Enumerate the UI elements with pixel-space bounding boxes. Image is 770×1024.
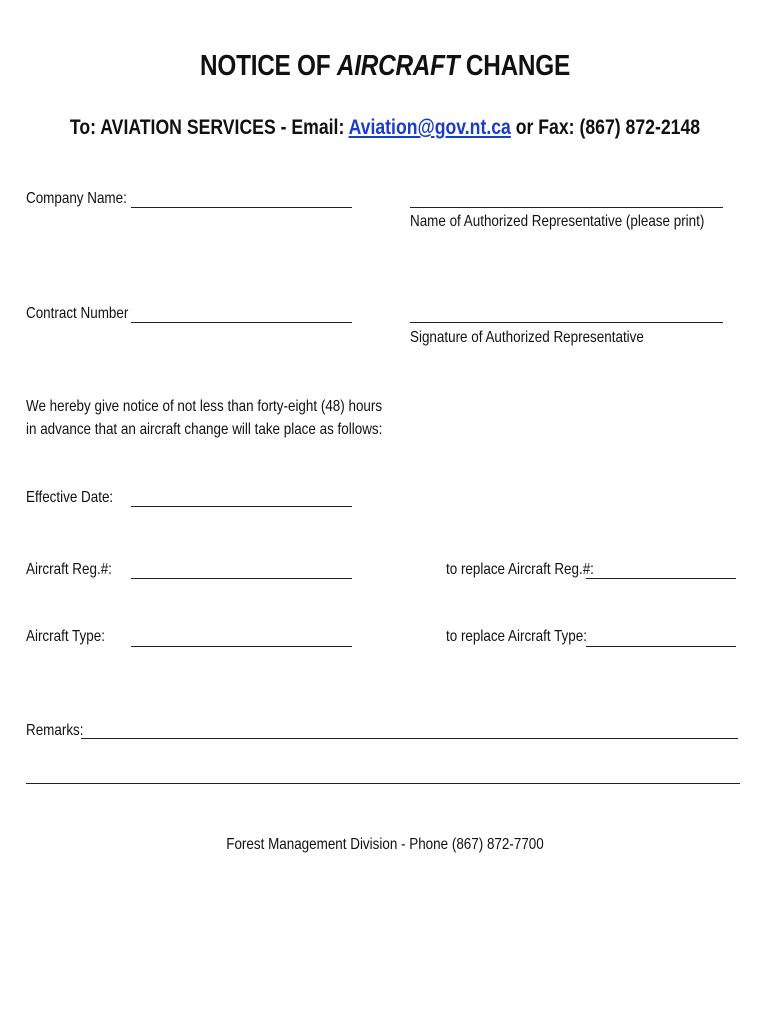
authorized-name-caption: Name of Authorized Representative (please print) bbox=[410, 213, 705, 230]
notice-line-2: in advance that an aircraft change will take place as follows: bbox=[26, 421, 383, 438]
contract-number-field[interactable] bbox=[131, 322, 352, 323]
subtitle-suffix: or Fax: (867) 872-2148 bbox=[510, 116, 701, 139]
remarks-field-line-2[interactable] bbox=[26, 783, 740, 784]
notice-line-1: We hereby give notice of not less than forty-eight (48) hours bbox=[26, 398, 383, 415]
aircraft-reg-field[interactable] bbox=[131, 578, 352, 579]
replace-reg-label: to replace Aircraft Reg.#: bbox=[446, 561, 594, 578]
title-part-2: AIRCRAFT bbox=[336, 50, 460, 82]
authorized-signature-field[interactable] bbox=[410, 322, 723, 323]
company-name-field[interactable] bbox=[131, 207, 352, 208]
footer-contact: Forest Management Division - Phone (867) 872-7700 bbox=[226, 836, 544, 853]
form-title bbox=[0, 50, 770, 83]
authorized-signature-caption: Signature of Authorized Representative bbox=[410, 329, 644, 346]
replace-reg-field[interactable] bbox=[586, 578, 736, 579]
replace-type-field[interactable] bbox=[586, 646, 736, 647]
aircraft-reg-label: Aircraft Reg.#: bbox=[26, 561, 112, 578]
form-subtitle bbox=[0, 116, 770, 140]
contract-number-label: Contract Number bbox=[26, 305, 129, 322]
effective-date-field[interactable] bbox=[131, 506, 352, 507]
aircraft-type-field[interactable] bbox=[131, 646, 352, 647]
replace-type-label: to replace Aircraft Type: bbox=[446, 628, 587, 645]
title-part-3: CHANGE bbox=[459, 50, 570, 82]
remarks-field-line-1[interactable] bbox=[81, 738, 738, 739]
authorized-name-field[interactable] bbox=[410, 207, 723, 208]
subtitle-prefix: To: AVIATION SERVICES - Email: bbox=[69, 116, 349, 139]
aircraft-type-label: Aircraft Type: bbox=[26, 628, 105, 645]
effective-date-label: Effective Date: bbox=[26, 489, 114, 506]
email-link[interactable]: Aviation@gov.nt.ca bbox=[348, 116, 511, 139]
company-name-label: Company Name: bbox=[26, 190, 127, 207]
remarks-label: Remarks: bbox=[26, 722, 84, 739]
title-part-1: NOTICE OF bbox=[200, 50, 337, 82]
